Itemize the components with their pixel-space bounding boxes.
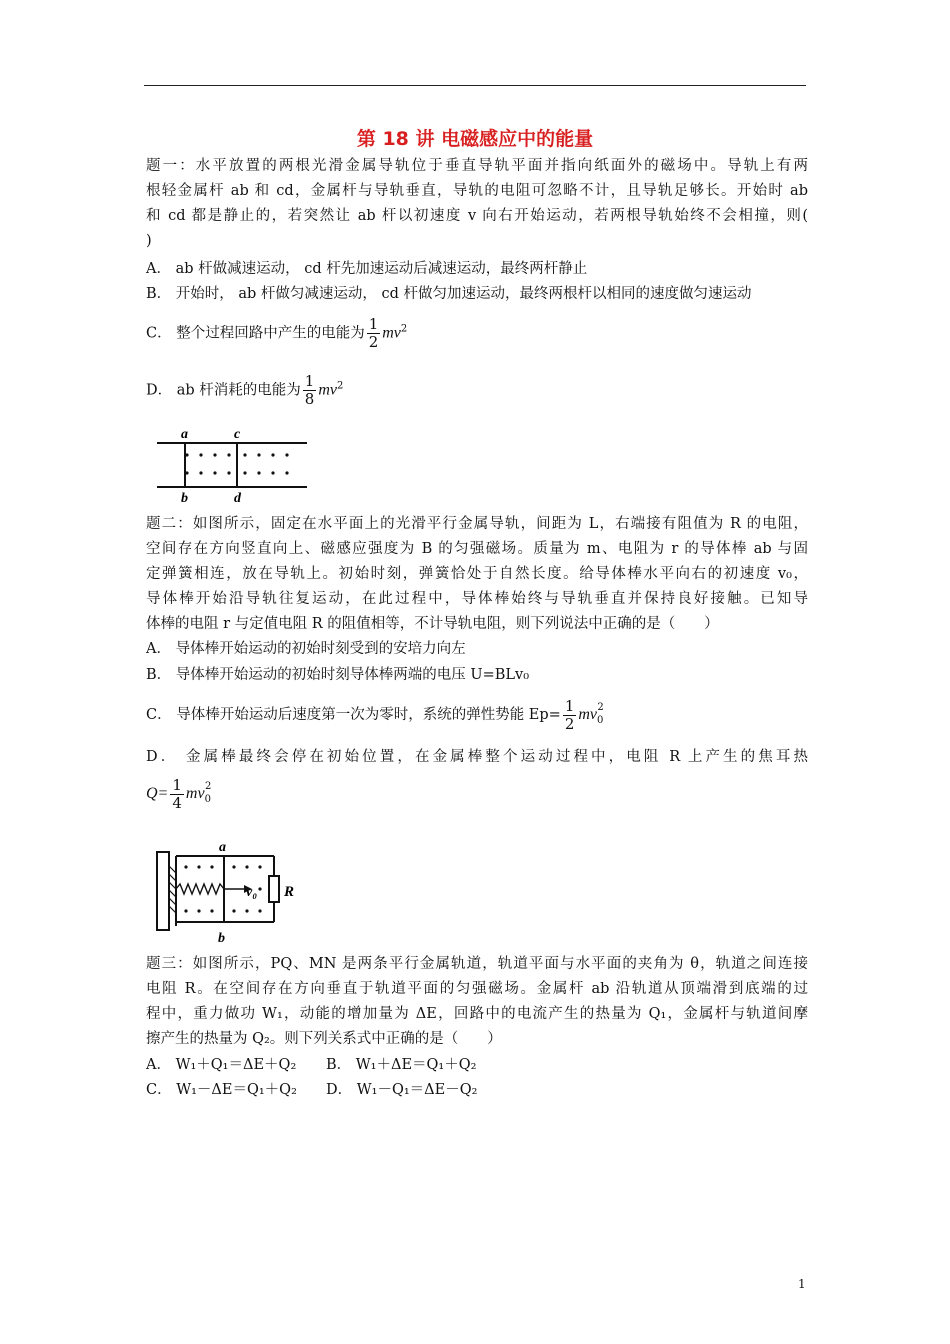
q3-option-b: B． W₁＋ΔE＝Q₁＋Q₂	[326, 1057, 477, 1073]
fraction-numerator: 1	[304, 372, 315, 390]
label-a: a	[219, 840, 226, 855]
fraction-numerator: 1	[172, 775, 182, 794]
exponent: 2	[597, 702, 604, 713]
q2-option-c	[146, 697, 808, 733]
fraction-numerator: 1	[368, 315, 379, 333]
q1-option-a: A． ab 杆做减速运动， cd 杆先加速运动后减速运动，最终两杆静止	[146, 261, 588, 277]
q2-stem-line-2: 空间存在方向竖直向上、磁感应强度为 B 的匀强磁场。质量为 m、电阻为 r 的导体棒 ab 与固	[146, 541, 808, 557]
q1-rails-figure	[152, 424, 312, 504]
q3-stem-line-4: 擦产生的热量为 Q₂。则下列关系式中正确的是（ ）	[146, 1031, 502, 1047]
q2-option-c-expr: mv	[578, 706, 598, 723]
q2-stem-line-5: 体棒的电阻 r 与定值电阻 R 的阻值相等，不计导轨电阻，则下列说法中正确的是（ ）	[146, 616, 719, 632]
wall-hatching	[169, 866, 176, 913]
wall	[157, 852, 169, 930]
label-v0: v₀	[246, 885, 258, 900]
fraction-denominator: 8	[304, 390, 315, 408]
q1-option-c-expr: mv	[382, 324, 401, 342]
q2-stem-line-4: 导体棒开始沿导轨往复运动，在此过程中，导体棒始终与导轨垂直并保持良好接触。已知导	[146, 591, 808, 607]
label-b: b	[218, 931, 225, 946]
q3-option-c: C． W₁－ΔE＝Q₁＋Q₂	[146, 1082, 297, 1098]
q1-stem-line-4: )	[146, 233, 152, 249]
q1-option-d-text: D． ab 杆消耗的电能为	[146, 382, 301, 399]
q1-option-d-expr: mv	[318, 381, 337, 399]
q2-option-d-line-2	[146, 776, 808, 812]
fraction-denominator: 2	[564, 714, 575, 733]
page-title: 第 18 讲 电磁感应中的能量	[356, 128, 594, 150]
exponent: 2	[336, 380, 344, 392]
q2-stem-line-3: 定弹簧相连，放在导轨上。初始时刻，弹簧恰处于自然长度。给导体棒水平向右的初速度 v₀，	[146, 566, 808, 582]
q3-option-a: A． W₁＋Q₁＝ΔE＋Q₂	[146, 1057, 297, 1073]
page-number: 1	[798, 1277, 806, 1291]
fraction-denominator: 4	[172, 793, 182, 812]
q1-option-c	[146, 316, 808, 351]
q1-option-c-text: C． 整个过程回路中产生的电能为	[146, 325, 365, 342]
q1-option-d	[146, 373, 808, 408]
q1-option-d-fraction	[303, 373, 317, 408]
q1-stem-line-1: 题一：水平放置的两根光滑金属导轨位于垂直导轨平面并指向纸面外的磁场中。导轨上有两	[146, 158, 808, 174]
subscript: 0	[204, 793, 211, 805]
q3-stem-line-2: 电阻 R。在空间存在方向垂直于轨道平面的匀强磁场。金属杆 ab 沿轨道从顶端滑到底端的过	[146, 981, 808, 997]
label-c: c	[234, 427, 241, 442]
q2-spring-rail-figure	[154, 838, 314, 948]
q1-stem-line-3: 和 cd 都是静止的，若突然让 ab 杆以初速度 v 向右开始运动，若两根导轨始终不会相撞，则(	[146, 208, 808, 224]
q3-stem-line-3: 程中，重力做功 W₁，动能的增加量为 ΔE，回路中的电流产生的热量为 Q₁，金属杆与轨道间摩	[146, 1006, 808, 1022]
subscript: 0	[597, 714, 604, 726]
q3-option-d: D． W₁－Q₁＝ΔE－Q₂	[326, 1082, 478, 1098]
resistor	[269, 876, 279, 902]
q2-option-c-fraction	[563, 698, 577, 733]
fraction-denominator: 2	[368, 333, 379, 351]
q2-option-d-expr: mv	[185, 785, 205, 802]
q2-option-c-text: C． 导体棒开始运动后速度第一次为零时，系统的弹性势能 Ep=	[146, 707, 561, 723]
q1-stem-line-2: 根轻金属杆 ab 和 cd，金属杆与导轨垂直，导轨的电阻可忽略不计，且导轨足够长。开始时 ab	[146, 183, 808, 199]
q1-option-c-fraction	[367, 316, 381, 351]
header-rule	[144, 85, 806, 86]
label-a: a	[181, 427, 188, 442]
q2-option-d-q: Q=	[146, 785, 169, 802]
label-d: d	[234, 491, 241, 506]
q2-option-d-fraction	[170, 777, 184, 812]
label-b: b	[181, 491, 188, 506]
q3-stem-line-1: 题三：如图所示，PQ、MN 是两条平行金属轨道，轨道平面与水平面的夹角为 θ，轨道之间连接	[146, 956, 808, 972]
fraction-numerator: 1	[564, 696, 575, 715]
q2-option-a: A． 导体棒开始运动的初始时刻受到的安培力向左	[146, 641, 466, 657]
q2-option-d-line-1: D． 金属棒最终会停在初始位置，在金属棒整个运动过程中，电阻 R 上产生的焦耳热	[146, 749, 808, 765]
exponent: 2	[400, 323, 408, 335]
q2-stem-line-1: 题二：如图所示，固定在水平面上的光滑平行金属导轨，间距为 L，右端接有阻值为 R 的电阻，	[146, 516, 808, 532]
q1-option-b: B． 开始时， ab 杆做匀减速运动， cd 杆做匀加速运动，最终两根杆以相同的速度做匀速运动	[146, 286, 752, 302]
q2-option-b: B． 导体棒开始运动的初始时刻导体棒两端的电压 U=BLv₀	[146, 667, 530, 683]
exponent: 2	[204, 781, 212, 792]
spring	[176, 884, 224, 894]
label-r: R	[284, 884, 295, 900]
